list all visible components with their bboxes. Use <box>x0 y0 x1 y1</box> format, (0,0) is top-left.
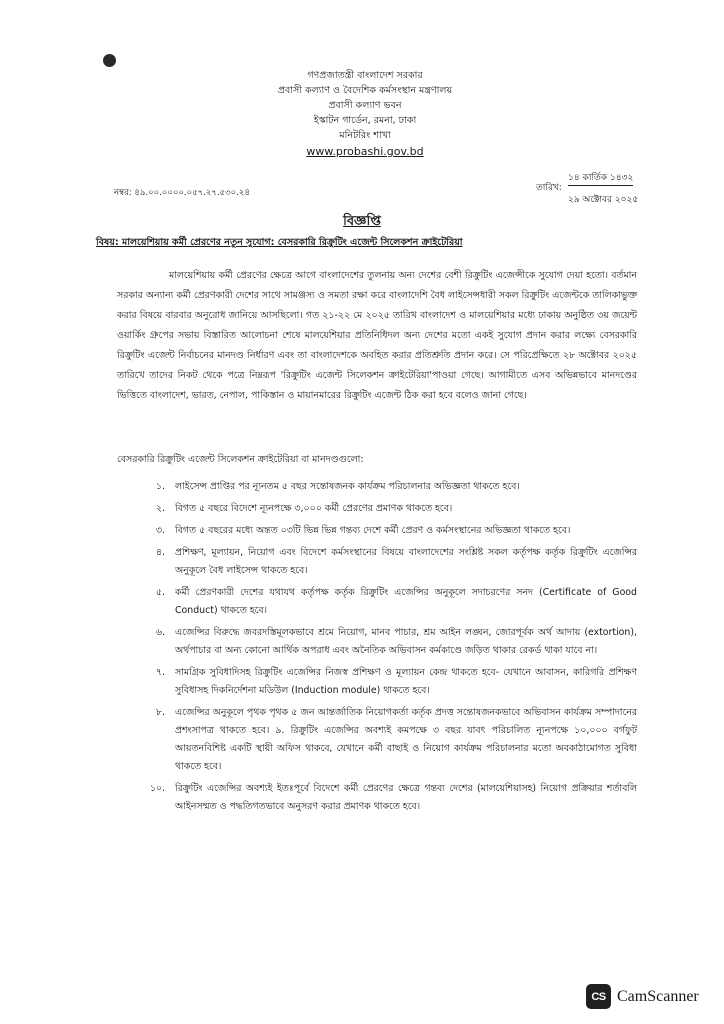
item-text: কর্মী প্রেরণকারী দেশের যথাযথ কর্তৃপক্ষ কর্তৃক রিক্রুটিং এজেন্সির অনুকূলে সদাচরণের সনদ (Certificate of Good Conduct) থাকতে হবে। <box>175 587 637 616</box>
item-number: ৭. <box>155 667 165 678</box>
list-item <box>117 624 637 660</box>
item-number: ১০. <box>149 783 165 794</box>
item-text: প্রশিক্ষণ, মূল্যায়ন, নিয়োগ এবং বিদেশে কর্মসংস্থানের বিষয়ে বাংলাদেশের সংশ্লিষ্ট সকল কর্তৃপক্ষ কর্তৃক রিক্রুটিং এজেন্সির অনুকূলে বৈধ লাইসেন্স থাকতে হবে। <box>175 547 637 576</box>
date-label: তারিখ: <box>536 183 562 193</box>
list-item <box>117 544 637 580</box>
list-item <box>117 780 637 816</box>
list-item <box>117 584 637 620</box>
camscanner-name: CamScanner <box>617 987 699 1005</box>
date-english: ২৯ অক্টোবর ২০২৫ <box>568 195 639 205</box>
notice-title <box>0 212 724 233</box>
header-line-3: প্রবাসী কল্যাণ ভবন <box>328 100 402 111</box>
list-item <box>117 704 637 776</box>
punch-hole <box>103 54 116 67</box>
criteria-list <box>117 478 637 820</box>
item-text: সামগ্রিক সুবিধাদিসহ রিক্রুটিং এজেন্সির নিজস্ব প্রশিক্ষণ ও মূল্যায়ন কেন্দ্র থাকতে হবে- যেখানে আবাসন, কারিগরি প্রশিক্ষণ সুবিধাসহ দিকনির্দেশনা মডিউল (Induction module) থাকতে হবে। <box>175 667 637 696</box>
item-number: ৩. <box>155 525 165 536</box>
list-item <box>117 522 637 540</box>
item-text: লাইসেন্স প্রাপ্তির পর ন্যূনতম ৫ বছর সন্তোষজনক কার্যক্রম পরিচালনার অভিজ্ঞতা থাকতে হবে। <box>175 481 520 492</box>
item-number: ৫. <box>155 587 165 598</box>
memo-number: নম্বর: ৪৯.০০.০০০০.০৫৭.২৭.৫৩০.২৪ <box>114 188 250 198</box>
item-text: বিগত ৫ বছরে বিদেশে ন্যূনপক্ষে ৩,০০০ কর্মী প্রেরণের প্রমাণক থাকতে হবে। <box>175 503 453 514</box>
header-line-1: গণপ্রজাতন্ত্রী বাংলাদেশ সরকার <box>307 70 423 81</box>
item-number: ১. <box>155 481 165 492</box>
item-number: ২. <box>155 503 165 514</box>
list-item <box>117 500 637 518</box>
item-text: রিক্রুটিং এজেন্সির অবশ্যই ইতঃপূর্বে বিদেশে কর্মী প্রেরণের ক্ষেত্রে গন্তব্য দেশের (মালয়েশিয়াসহ) নিয়োগ প্রক্রিয়ার শর্তাবলি আইনসম্মত ও পদ্ধতিগতভাবে অনুসরণ করার প্রমাণক থাকতে হবে। <box>175 783 637 812</box>
subject-line: বিষয়: মালয়েশিয়ায় কর্মী প্রেরণের নতুন সুযোগ: বেসরকারি রিক্রুটিং এজেন্ট সিলেকশন ক্রাইটেরিয়া <box>96 237 463 248</box>
item-text: এজেন্সির বিরুদ্ধে জবরদস্তিমূলকভাবে শ্রমে নিয়োগ, মানব পাচার, শ্রম আইন লঙ্ঘন, জোরপূর্বক অর্থ আদায় (extortion), অর্থপাচার বা অন্য কোনো আর্থিক অপরাধ এবং অনৈতিক অভিবাসন কর্মকাণ্ডে জড়িত থাকার রেকর্ড থাকা যাবে না। <box>175 627 637 656</box>
item-number: ৬. <box>155 627 165 638</box>
website-link[interactable]: www.probashi.gov.bd <box>306 145 424 158</box>
body-paragraph: মালয়েশিয়ায় কর্মী প্রেরণের ক্ষেত্রে আগে বাংলাদেশের তুলনায় অন্য দেশের বেশী রিক্রুটিং এজেন্সীকে সুযোগ দেয়া হতো। বর্তমান সরকার অন্যান্য কর্মী প্রেরণকারী দেশের সাথে সামঞ্জস্য ও সমতা রক্ষা করে বাংলাদেশি বৈধ লাইসেন্সধারী সকল রিক্রুটিং এজেন্টকে তালিকাভুক্ত করার বিষয়ে বারবার অনুরোধ জানিয়ে আসছিলো। গত ২১-২২ মে ২০২৫ তারিখ বাংলাদেশ ও মালয়েশিয়ার মধ্যে ঢাকায় অনুষ্ঠিত ৩য় জয়েন্ট ওয়ার্কিং গ্রুপের সভায় বিস্তারিত আলোচনা শেষে মালয়েশিয়ার প্রতিনিধিদল অন্য দেশের মতো একই সুযোগ প্রদান করার লক্ষ্যে বেসরকারি রিক্রুটিং এজেন্ট নির্বাচনের মানদণ্ড নির্ধারণ এবং তা বাংলাদেশকে অবহিত করার প্রতিশ্রুতি প্রদান করে। সে পরিপ্রেক্ষিতে ২৮ অক্টোবর ২০২৫ তারিখে তাদের নিকট থেকে পত্রে নিম্নরূপ 'রিক্রুটিং এজেন্ট সিলেকশন ক্রাইটেরিয়া'পাওয়া গেছে। আগামীতে এসব অভিন্নভাবে মানদণ্ডের ভিত্তিতে বাংলাদেশ, ভারত, নেপাল, পাকিস্তান ও মায়ানমারের রিক্রুটিং এজেন্ট ঠিক করা হবে বলেও জানা গেছে। <box>117 270 637 401</box>
list-item <box>117 664 637 700</box>
camscanner-watermark <box>586 984 699 1009</box>
header-line-2: প্রবাসী কল্যাণ ও বৈদেশিক কর্মসংস্থান মন্ত্রণালয় <box>277 85 453 96</box>
letterhead <box>200 68 530 159</box>
item-text: এজেন্সির অনুকূলে পৃথক পৃথক ৫ জন আন্তর্জাতিক নিয়োগকর্তা কর্তৃক প্রদত্ত সন্তোষজনকভাবে অভিবাসন কার্যক্রম সম্পাদানের প্রশংসাপত্র থাকতে হবে। ৯. রিক্রুটিং এজেন্সির অবশ্যই কমপক্ষে ৩ বছর যাবৎ পরিচালিত ন্যূনপক্ষে ১০,০০০ বর্গফুট আয়তনবিশিষ্ট একটি স্থায়ী অফিস থাকবে, যেখানে কর্মী বাছাই ও নিয়োগ কার্যক্রম পরিচালনার মতো অবকাঠামোগত সুবিধা থাকতে হবে। <box>175 707 637 772</box>
header-line-5: মনিটরিং শাখা <box>339 130 391 141</box>
criteria-heading: বেসরকারি রিক্রুটিং এজেন্ট সিলেকশন ক্রাইটেরিয়া বা মানদণ্ডগুলো: <box>117 454 364 465</box>
date-bangla: ১৪ কার্তিক ১৪৩২ <box>568 172 633 186</box>
item-number: ৮. <box>155 707 165 718</box>
camscanner-logo-icon: CS <box>586 984 611 1009</box>
notice-title-text: বিজ্ঞপ্তি <box>343 214 381 229</box>
item-number: ৪. <box>155 547 165 558</box>
item-text: বিগত ৫ বছরের মধ্যে অন্তত ০৩টি ভিন্ন ভিন্ন গন্তব্য দেশে কর্মী প্রেরণ ও কর্মসংস্থানের অভিজ্ঞতা থাকতে হবে। <box>175 525 571 536</box>
header-line-4: ইস্কাটন গার্ডেন, রমনা, ঢাকা <box>313 115 417 126</box>
list-item <box>117 478 637 496</box>
